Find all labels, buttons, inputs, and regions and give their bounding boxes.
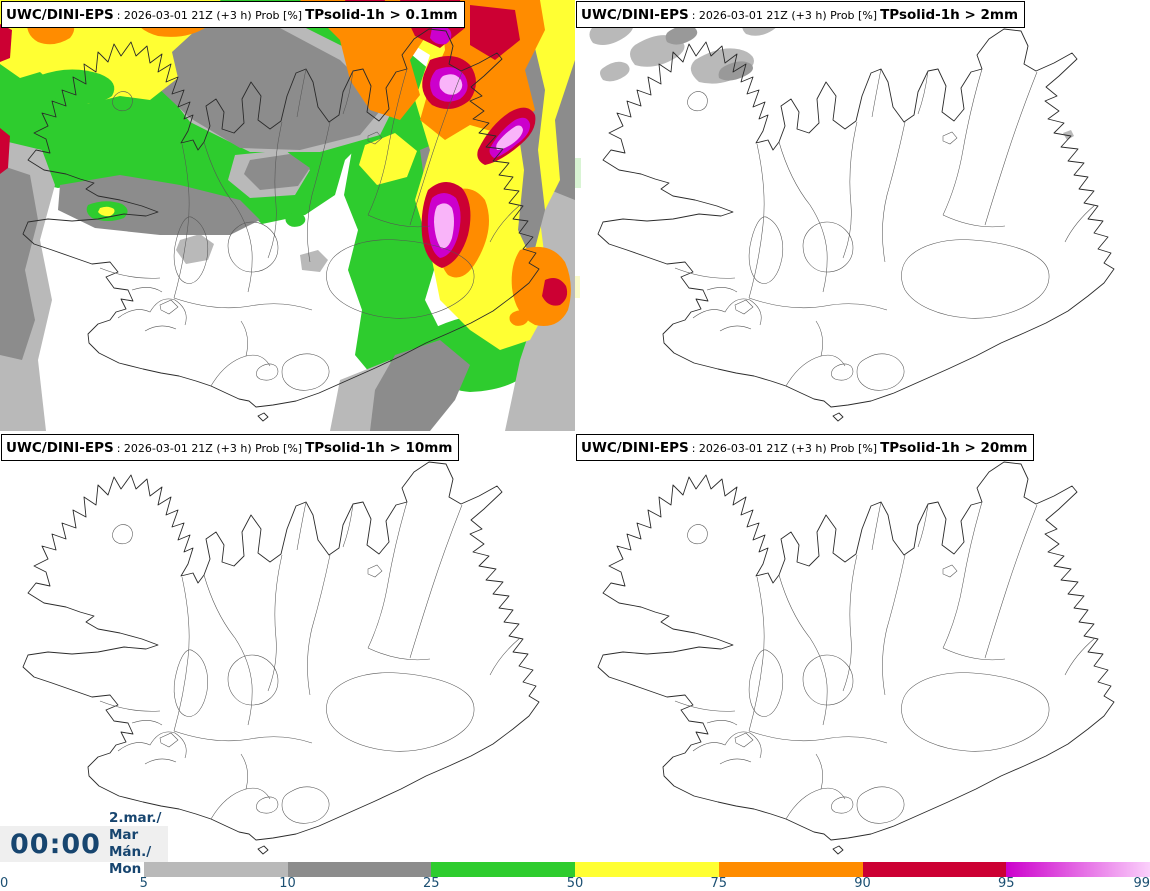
probability-field-10mm xyxy=(0,433,575,864)
colorbar-segment xyxy=(431,862,575,877)
probability-field-2mm xyxy=(575,0,1150,431)
colorbar-segment xyxy=(719,862,863,877)
panel-title-run: : 2026-03-01 21Z (+3 h) Prob [%] xyxy=(116,442,303,455)
panel-title xyxy=(1,434,459,461)
panel-title-threshold: TPsolid-1h > 10mm xyxy=(305,440,453,456)
colorbar-tick-label: 25 xyxy=(422,876,440,891)
colorbar-tick-label: 99 xyxy=(1133,876,1150,891)
panel-tpsolid-20mm xyxy=(575,433,1150,864)
date-weekday-label: Mán./ Mon xyxy=(108,844,152,877)
panel-title-threshold: TPsolid-1h > 0.1mm xyxy=(305,7,458,23)
colorbar xyxy=(0,862,1150,877)
panel-tpsolid-10mm xyxy=(0,433,575,864)
panel-title-model: UWC/DINI-EPS xyxy=(581,7,689,23)
panel-title xyxy=(576,1,1025,28)
colorbar-segment xyxy=(1006,862,1150,877)
time-label: 00:00 xyxy=(10,828,101,860)
panel-title-threshold: TPsolid-1h > 2mm xyxy=(880,7,1019,23)
colorbar-tick-label: 5 xyxy=(139,876,148,891)
colorbar-segment xyxy=(575,862,719,877)
date-label xyxy=(109,810,168,878)
panel-title-model: UWC/DINI-EPS xyxy=(6,7,114,23)
colorbar-ticks xyxy=(0,876,1150,891)
colorbar-tick-label: 75 xyxy=(710,876,728,891)
panel-title-threshold: TPsolid-1h > 20mm xyxy=(880,440,1028,456)
panel-title-model: UWC/DINI-EPS xyxy=(6,440,114,456)
panel-title-model: UWC/DINI-EPS xyxy=(581,440,689,456)
panel-title-run: : 2026-03-01 21Z (+3 h) Prob [%] xyxy=(116,9,303,22)
panel-title-run: : 2026-03-01 21Z (+3 h) Prob [%] xyxy=(691,9,878,22)
panel-tpsolid-2mm xyxy=(575,0,1150,431)
panel-title xyxy=(1,1,465,28)
colorbar-segment xyxy=(288,862,432,877)
colorbar-segment xyxy=(863,862,1007,877)
colorbar-tick-label: 90 xyxy=(854,876,871,891)
time-step-widget xyxy=(0,810,168,877)
probability-field-20mm xyxy=(575,433,1150,864)
colorbar-tick-label: 95 xyxy=(997,876,1015,891)
panel-tpsolid-01mm xyxy=(0,0,575,431)
colorbar-tick-label: 50 xyxy=(566,876,584,891)
panel-title-run: : 2026-03-01 21Z (+3 h) Prob [%] xyxy=(691,442,878,455)
date-month-label: 2.mar./ Mar xyxy=(108,810,162,844)
panel-title xyxy=(576,434,1034,461)
colorbar-tick-label: 10 xyxy=(279,876,296,891)
probability-field-01mm xyxy=(0,0,575,431)
colorbar-tick-label: 0 xyxy=(0,876,9,891)
